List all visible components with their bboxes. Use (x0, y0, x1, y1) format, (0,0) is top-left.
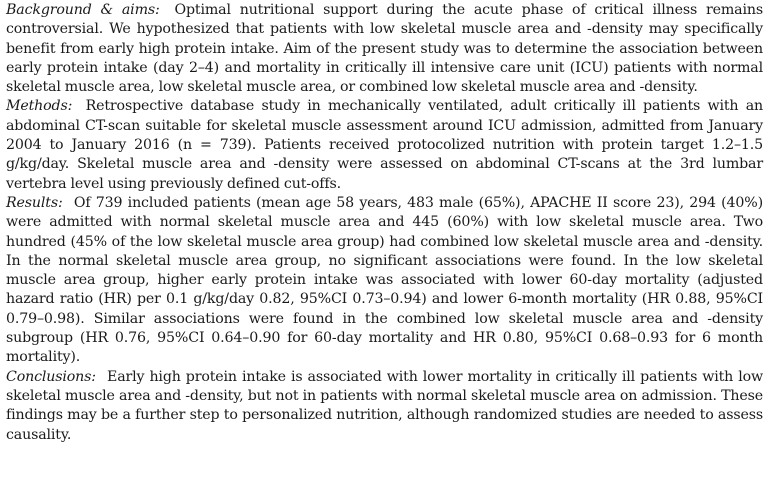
background-text: Optimal nutritional support during the acute phase of critical illness remains controversial. We hypothesized that patients with low skeletal muscle area and -density may specifically benefit from early high protein intake. Aim of the present study was to determine the association between early protein intake (day 2–4) and mortality in critically ill intensive care unit (ICU) patients with normal skeletal muscle area, low skeletal muscle area, or combined low skeletal muscle area and -density. (6, 2, 763, 96)
results-heading: Results: (6, 194, 63, 211)
conclusions-paragraph (6, 368, 763, 445)
results-text: Of 739 included patients (mean age 58 years, 483 male (65%), APACHE II score 23), 294 (40%) were admitted with normal skeletal muscle area and 445 (60%) with low skeletal muscle area. Two hundred (45% of the low skeletal muscle area group) had combined low skeletal muscle area and -density. In the normal skeletal muscle area group, no significant associations were found. In the low skeletal muscle area group, higher early protein intake was associated with lower 60-day mortality (adjusted hazard ratio (HR) per 0.1 g/kg/day 0.82, 95%CI 0.73–0.94) and lower 6-month mortality (HR 0.88, 95%CI 0.79–0.98). Similar associations were found in the combined low skeletal muscle area and -density subgroup (HR 0.76, 95%CI 0.64–0.90 for 60-day mortality and HR 0.80, 95%CI 0.68–0.93 for 6 month mortality). (6, 194, 764, 366)
results-paragraph (6, 194, 763, 368)
abstract (6, 1, 763, 445)
conclusions-heading: Conclusions: (6, 368, 96, 385)
background-paragraph (6, 1, 763, 97)
methods-heading: Methods: (6, 98, 73, 115)
conclusions-text: Early high protein intake is associated with lower mortality in critically ill patients with low skeletal muscle area and -density, but not in patients with normal skeletal muscle area on admission. These findings may be a further step to personalized nutrition, although randomized studies are needed to assess causality. (6, 368, 764, 443)
methods-text: Retrospective database study in mechanically ventilated, adult critically ill patients with an abdominal CT-scan suitable for skeletal muscle assessment around ICU admission, admitted from January 2004 to January 2016 (n = 739). Patients received protocolized nutrition with protein target 1.2–1.5 g/kg/day. Skeletal muscle area and -density were assessed on abdominal CT-scans at the 3rd lumbar vertebra level using previously defined cut-offs. (6, 98, 764, 192)
methods-paragraph (6, 97, 763, 193)
background-heading: Background & aims: (6, 2, 160, 18)
